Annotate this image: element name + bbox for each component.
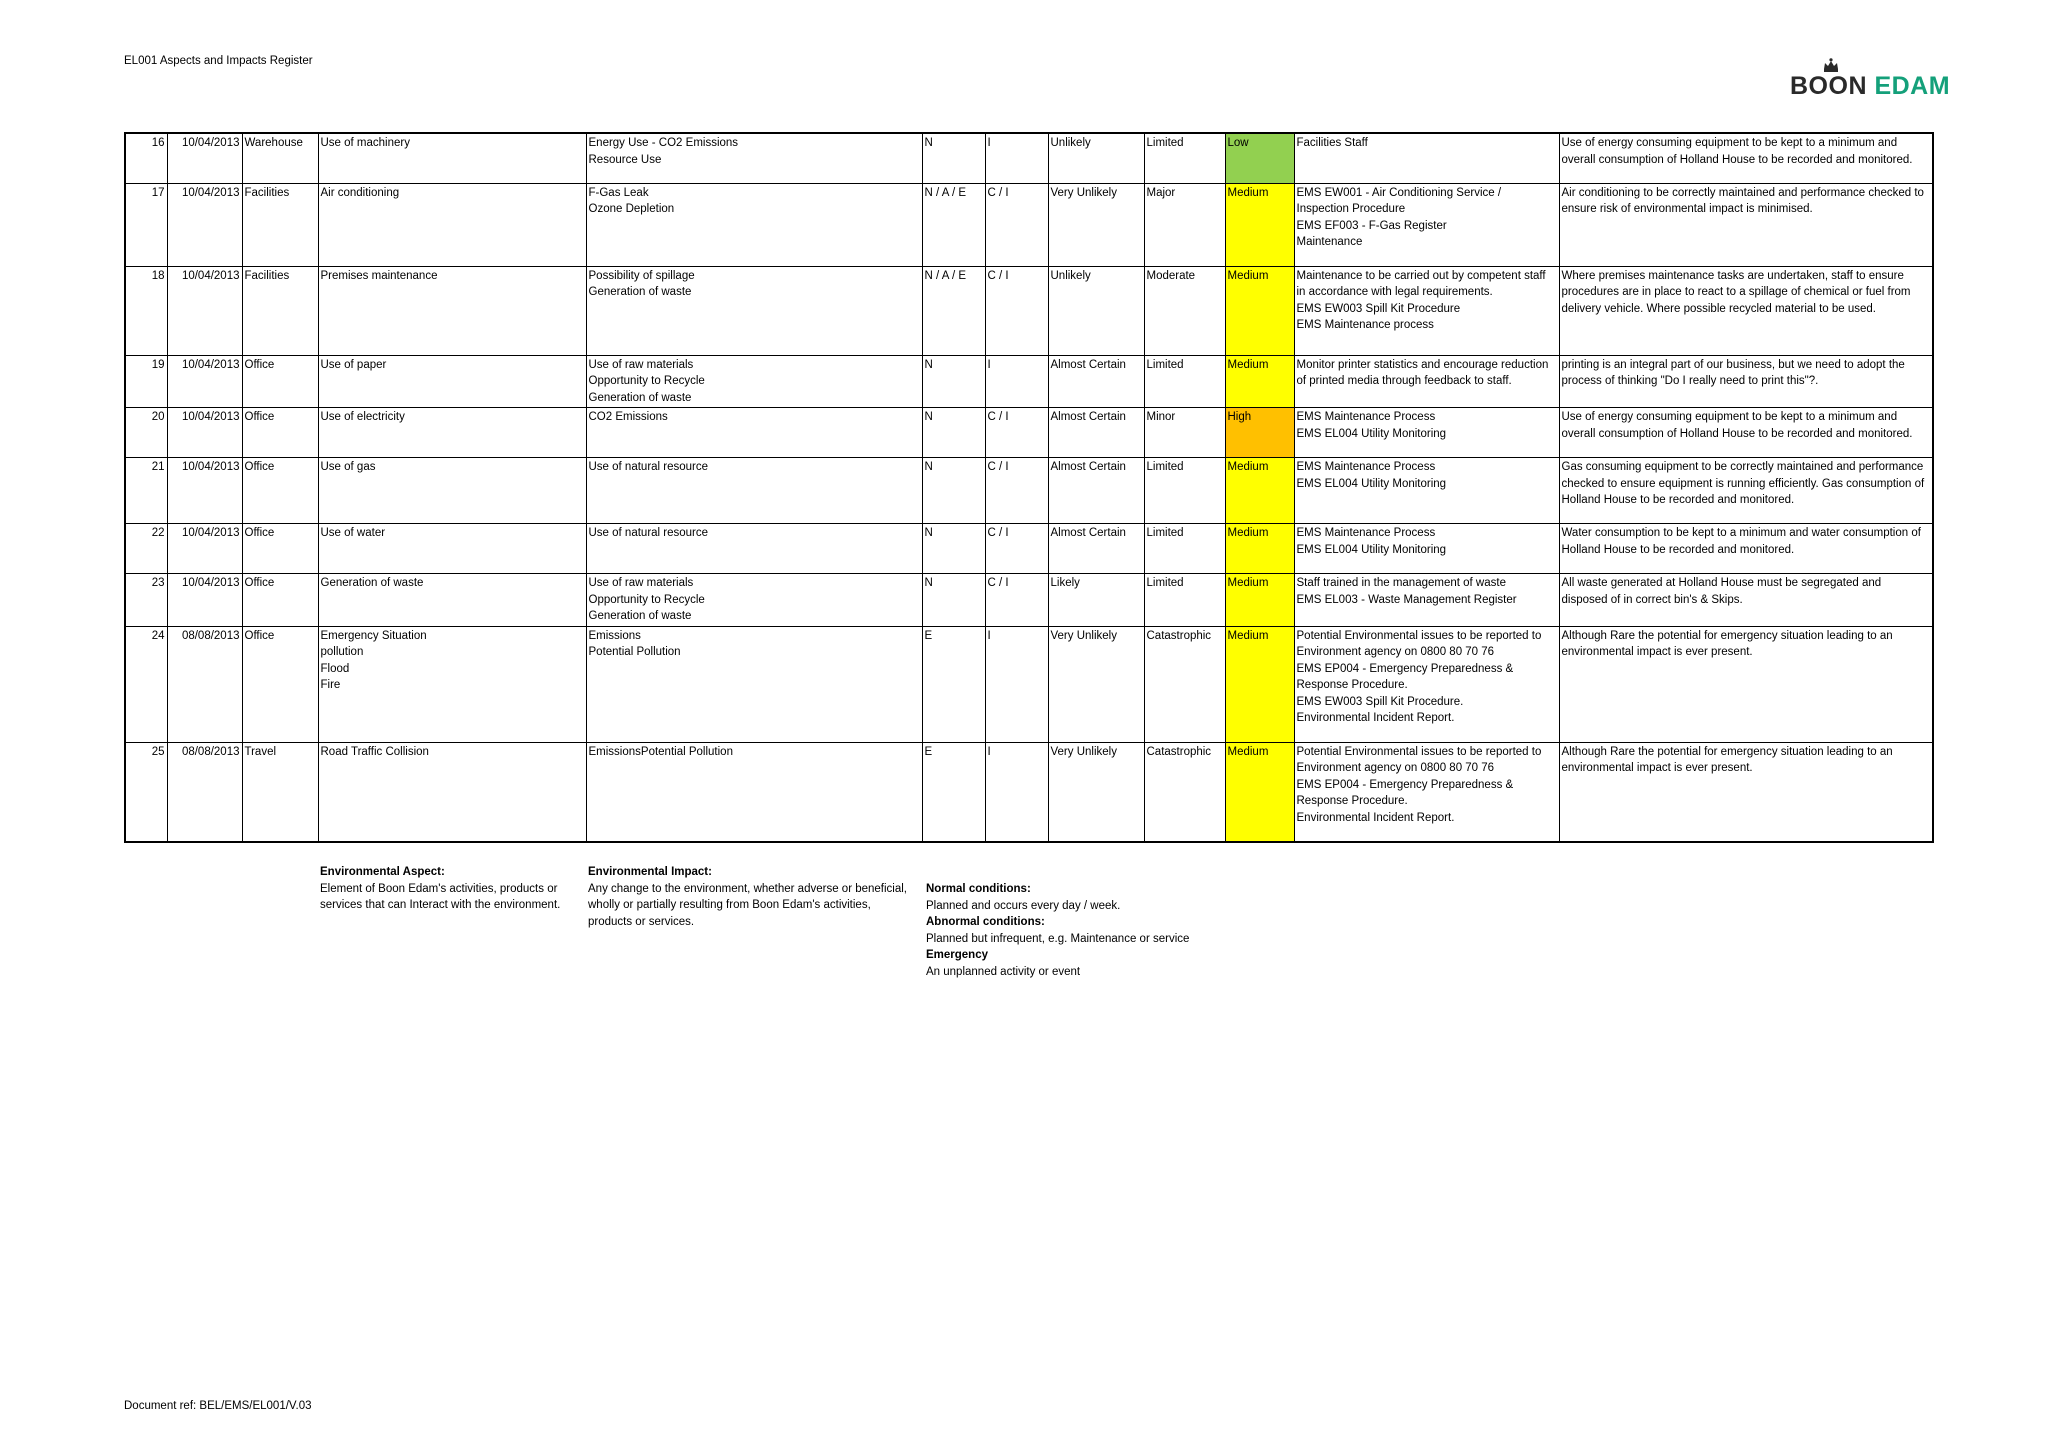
table-row: [125, 626, 1933, 742]
row-comments: Gas consuming equipment to be correctly maintained and performance checked to ensure equipment is running efficiently. Gas consumption of Holland House to be recorded and monitored.: [1559, 458, 1933, 524]
table-row: [125, 408, 1933, 458]
row-rating: Medium: [1225, 458, 1294, 524]
row-condition: N: [922, 524, 985, 574]
row-impact: Use of natural resource: [586, 524, 922, 574]
row-number: 16: [125, 133, 167, 183]
row-date: 10/04/2013: [167, 574, 242, 627]
row-area: Office: [242, 458, 318, 524]
row-comments: Although Rare the potential for emergency situation leading to an environmental impact is ever present.: [1559, 742, 1933, 842]
row-date: 10/04/2013: [167, 266, 242, 355]
table-row: [125, 742, 1933, 842]
row-condition: E: [922, 742, 985, 842]
legend-aspect-title: Environmental Aspect:: [320, 866, 445, 878]
row-comments: Although Rare the potential for emergency situation leading to an environmental impact is ever present.: [1559, 626, 1933, 742]
row-severity: Limited: [1144, 524, 1225, 574]
legend-impact-body: Any change to the environment, whether adverse or beneficial, wholly or partially resulting from Boon Edam's activities, products or services.: [588, 882, 907, 928]
row-impact: Use of raw materials Opportunity to Recycle Generation of waste: [586, 574, 922, 627]
row-rating: Medium: [1225, 574, 1294, 627]
row-comments: All waste generated at Holland House must be segregated and disposed of in correct bin's & Skips.: [1559, 574, 1933, 627]
table-row: [125, 524, 1933, 574]
row-comments: Air conditioning to be correctly maintained and performance checked to ensure risk of environmental impact is minimised.: [1559, 183, 1933, 266]
row-impact: Emissions Potential Pollution: [586, 626, 922, 742]
legend-aspect: [320, 864, 580, 914]
row-date: 08/08/2013: [167, 626, 242, 742]
row-area: Office: [242, 408, 318, 458]
row-date: 10/04/2013: [167, 133, 242, 183]
row-type: C / I: [985, 183, 1048, 266]
row-severity: Minor: [1144, 408, 1225, 458]
row-severity: Limited: [1144, 458, 1225, 524]
row-type: I: [985, 133, 1048, 183]
row-area: Office: [242, 626, 318, 742]
row-area: Warehouse: [242, 133, 318, 183]
aspects-impacts-table: [124, 132, 1934, 843]
row-rating: Medium: [1225, 266, 1294, 355]
row-likelihood: Almost Certain: [1048, 458, 1144, 524]
legend-abnormal-title: Abnormal conditions:: [926, 916, 1045, 928]
row-date: 10/04/2013: [167, 355, 242, 408]
row-rating: Medium: [1225, 355, 1294, 408]
legend-impact-title: Environmental Impact:: [588, 866, 712, 878]
row-controls: EMS Maintenance Process EMS EL004 Utility Monitoring: [1294, 524, 1559, 574]
row-severity: Limited: [1144, 133, 1225, 183]
row-number: 23: [125, 574, 167, 627]
legend-emergency-body: An unplanned activity or event: [926, 965, 1081, 978]
legend-abnormal-body: Planned but infrequent, e.g. Maintenance or service: [926, 932, 1190, 945]
table-row: [125, 266, 1933, 355]
row-condition: N / A / E: [922, 266, 985, 355]
boon-edam-logo: [1790, 58, 1951, 100]
document-title: EL001 Aspects and Impacts Register: [124, 55, 313, 67]
row-area: Office: [242, 355, 318, 408]
row-condition: N / A / E: [922, 183, 985, 266]
row-activity: Premises maintenance: [318, 266, 586, 355]
row-date: 10/04/2013: [167, 524, 242, 574]
row-date: 10/04/2013: [167, 183, 242, 266]
row-area: Facilities: [242, 266, 318, 355]
logo-word-edam: EDAM: [1874, 72, 1951, 100]
table-row: [125, 183, 1933, 266]
row-activity: Road Traffic Collision: [318, 742, 586, 842]
row-condition: E: [922, 626, 985, 742]
row-comments: Use of energy consuming equipment to be kept to a minimum and overall consumption of Holland House to be recorded and monitored.: [1559, 408, 1933, 458]
row-controls: Facilities Staff: [1294, 133, 1559, 183]
row-activity: Use of gas: [318, 458, 586, 524]
row-controls: Potential Environmental issues to be reported to Environment agency on 0800 80 70 76 EMS EP004 - Emergency Preparedness & Response Procedure. EMS EW003 Spill Kit Procedure. Environmental Incident Report.: [1294, 626, 1559, 742]
row-comments: Water consumption to be kept to a minimum and water consumption of Holland House to be recorded and monitored.: [1559, 524, 1933, 574]
row-number: 20: [125, 408, 167, 458]
row-condition: N: [922, 355, 985, 408]
legend-normal-title: Normal conditions:: [926, 883, 1031, 895]
legend-emergency-title: Emergency: [926, 949, 989, 961]
row-impact: Use of raw materials Opportunity to Recycle Generation of waste: [586, 355, 922, 408]
row-severity: Limited: [1144, 574, 1225, 627]
row-comments: Where premises maintenance tasks are undertaken, staff to ensure procedures are in place to react to a spillage of chemical or fuel from delivery vehicle. Where possible recycled material to be used.: [1559, 266, 1933, 355]
row-impact: Possibility of spillage Generation of waste: [586, 266, 922, 355]
table-row: [125, 458, 1933, 524]
row-activity: Emergency Situation pollution Flood Fire: [318, 626, 586, 742]
row-likelihood: Likely: [1048, 574, 1144, 627]
row-date: 10/04/2013: [167, 408, 242, 458]
row-area: Office: [242, 574, 318, 627]
row-type: C / I: [985, 574, 1048, 627]
row-rating: Medium: [1225, 183, 1294, 266]
logo-word-boon: BOON: [1790, 72, 1867, 100]
row-controls: EMS Maintenance Process EMS EL004 Utility Monitoring: [1294, 408, 1559, 458]
row-severity: Moderate: [1144, 266, 1225, 355]
row-area: Office: [242, 524, 318, 574]
row-rating: Low: [1225, 133, 1294, 183]
row-condition: N: [922, 458, 985, 524]
row-number: 22: [125, 524, 167, 574]
row-likelihood: Very Unlikely: [1048, 626, 1144, 742]
row-likelihood: Very Unlikely: [1048, 183, 1144, 266]
row-likelihood: Almost Certain: [1048, 355, 1144, 408]
row-likelihood: Very Unlikely: [1048, 742, 1144, 842]
row-controls: Staff trained in the management of waste EMS EL003 - Waste Management Register: [1294, 574, 1559, 627]
row-severity: Catastrophic: [1144, 742, 1225, 842]
row-impact: CO2 Emissions: [586, 408, 922, 458]
row-area: Facilities: [242, 183, 318, 266]
row-controls: Monitor printer statistics and encourage reduction of printed media through feedback to staff.: [1294, 355, 1559, 408]
logo-wordmark: [1790, 72, 1950, 101]
row-type: C / I: [985, 408, 1048, 458]
row-rating: Medium: [1225, 626, 1294, 742]
row-date: 10/04/2013: [167, 458, 242, 524]
row-controls: Potential Environmental issues to be reported to Environment agency on 0800 80 70 76 EMS EP004 - Emergency Preparedness & Response Procedure. Environmental Incident Report.: [1294, 742, 1559, 842]
table-row: [125, 133, 1933, 183]
row-controls: Maintenance to be carried out by competent staff in accordance with legal requirements. EMS EW003 Spill Kit Procedure EMS Maintenance process: [1294, 266, 1559, 355]
row-rating: Medium: [1225, 742, 1294, 842]
row-likelihood: Unlikely: [1048, 133, 1144, 183]
row-number: 19: [125, 355, 167, 408]
row-date: 08/08/2013: [167, 742, 242, 842]
row-activity: Use of water: [318, 524, 586, 574]
row-number: 17: [125, 183, 167, 266]
table-row: [125, 574, 1933, 627]
row-severity: Major: [1144, 183, 1225, 266]
legend-conditions: [926, 881, 1246, 980]
row-type: I: [985, 626, 1048, 742]
row-activity: Use of electricity: [318, 408, 586, 458]
row-likelihood: Almost Certain: [1048, 408, 1144, 458]
row-number: 25: [125, 742, 167, 842]
row-activity: Generation of waste: [318, 574, 586, 627]
row-number: 18: [125, 266, 167, 355]
row-controls: EMS Maintenance Process EMS EL004 Utility Monitoring: [1294, 458, 1559, 524]
row-type: C / I: [985, 524, 1048, 574]
row-rating: High: [1225, 408, 1294, 458]
row-condition: N: [922, 408, 985, 458]
document-reference: Document ref: BEL/EMS/EL001/V.03: [124, 1400, 312, 1412]
row-activity: Use of machinery: [318, 133, 586, 183]
row-type: C / I: [985, 266, 1048, 355]
row-activity: Air conditioning: [318, 183, 586, 266]
row-impact: Energy Use - CO2 Emissions Resource Use: [586, 133, 922, 183]
row-number: 21: [125, 458, 167, 524]
row-controls: EMS EW001 - Air Conditioning Service / Inspection Procedure EMS EF003 - F-Gas Register Maintenance: [1294, 183, 1559, 266]
table-row: [125, 355, 1933, 408]
legend-aspect-body: Element of Boon Edam's activities, products or services that can Interact with the environment.: [320, 882, 561, 911]
row-comments: printing is an integral part of our business, but we need to adopt the process of thinking "Do I really need to print this"?.: [1559, 355, 1933, 408]
row-impact: EmissionsPotential Pollution: [586, 742, 922, 842]
row-type: C / I: [985, 458, 1048, 524]
legend-normal-body: Planned and occurs every day / week.: [926, 899, 1121, 912]
row-comments: Use of energy consuming equipment to be kept to a minimum and overall consumption of Holland House to be recorded and monitored.: [1559, 133, 1933, 183]
row-severity: Catastrophic: [1144, 626, 1225, 742]
row-type: I: [985, 742, 1048, 842]
row-number: 24: [125, 626, 167, 742]
row-impact: Use of natural resource: [586, 458, 922, 524]
row-condition: N: [922, 133, 985, 183]
legend-impact: [588, 864, 928, 930]
row-activity: Use of paper: [318, 355, 586, 408]
row-severity: Limited: [1144, 355, 1225, 408]
row-condition: N: [922, 574, 985, 627]
row-type: I: [985, 355, 1048, 408]
row-likelihood: Almost Certain: [1048, 524, 1144, 574]
row-area: Travel: [242, 742, 318, 842]
row-likelihood: Unlikely: [1048, 266, 1144, 355]
row-impact: F-Gas Leak Ozone Depletion: [586, 183, 922, 266]
row-rating: Medium: [1225, 524, 1294, 574]
